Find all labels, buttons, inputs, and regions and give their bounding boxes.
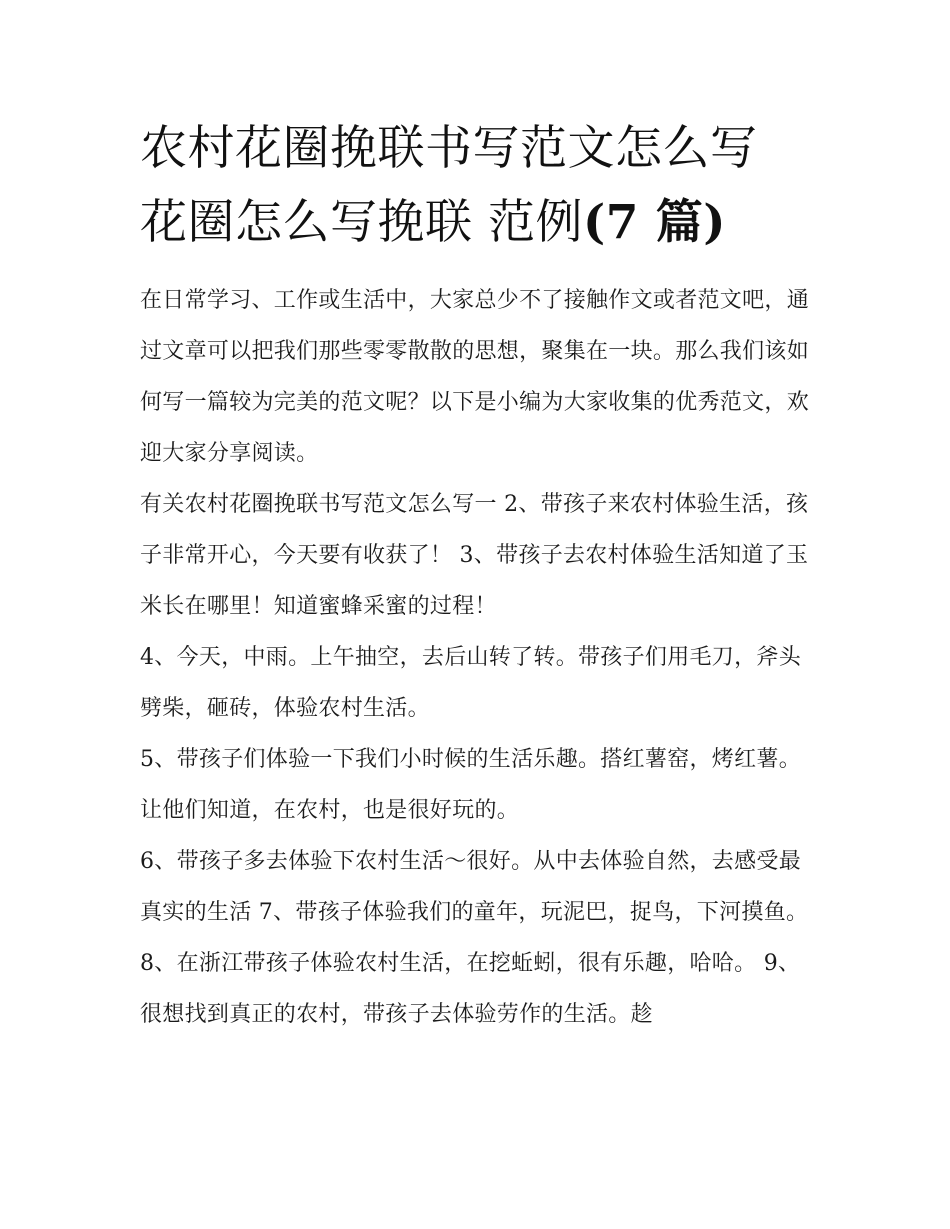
- title-line-2-prefix: 花圈怎么写挽联 范例: [140, 195, 583, 250]
- paragraph-item-4: 4、今天，中雨。上午抽空，去后山转了转。带孩子们用毛刀，斧头劈柴，砸砖，体验农村生活。: [140, 645, 801, 721]
- page-title: [140, 112, 830, 260]
- title-line-2-count: (7: [582, 195, 639, 250]
- title-line-2-suffix: 篇): [638, 195, 727, 250]
- document-body: [140, 275, 820, 1040]
- paragraph-intro: 在日常学习、工作或生活中，大家总少不了接触作文或者范文吧，通过文章可以把我们那些零零散散的思想，聚集在一块。那么我们该如何写一篇较为完美的范文呢？以下是小编为大家收集的优秀范文，欢迎大家分享阅读。: [140, 288, 810, 466]
- paragraph-item-1-3: 有关农村花圈挽联书写范文怎么写一 2、带孩子来农村体验生活，孩子非常开心，今天要有收获了！ 3、带孩子去农村体验生活知道了玉米长在哪里！知道蜜蜂采蜜的过程！: [140, 492, 809, 619]
- paragraph-item-5: 5、带孩子们体验一下我们小时候的生活乐趣。搭红薯窑，烤红薯。让他们知道，在农村，也是很好玩的。: [140, 747, 801, 823]
- title-line-1: 农村花圈挽联书写范文怎么写: [140, 121, 758, 176]
- paragraph-item-6-7: 6、带孩子多去体验下农村生活～很好。从中去体验自然，去感受最真实的生活 7、带孩子体验我们的童年，玩泥巴，捉鸟，下河摸鱼。: [140, 849, 809, 925]
- paragraph-item-8-9: 8、在浙江带孩子体验农村生活，在挖蚯蚓，很有乐趣，哈哈。 9、很想找到真正的农村，带孩子去体验劳作的生活。趁: [140, 951, 801, 1027]
